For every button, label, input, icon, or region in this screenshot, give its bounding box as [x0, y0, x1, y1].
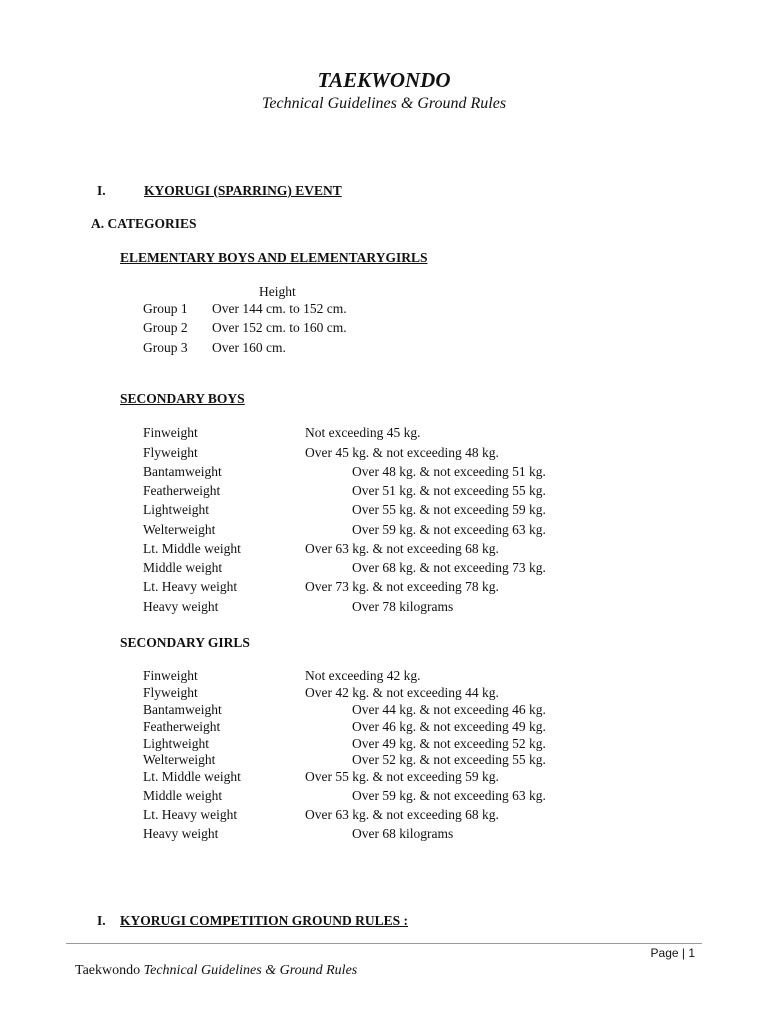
footer-title	[75, 963, 357, 979]
weight-limit: Over 63 kg. & not exceeding 68 kg.	[305, 541, 499, 556]
weight-category: Bantamweight	[143, 464, 222, 479]
weight-category: Lt. Middle weight	[143, 769, 241, 784]
elementary-heading: ELEMENTARY BOYS AND ELEMENTARYGIRLS	[120, 250, 428, 265]
weight-limit: Over 48 kg. & not exceeding 51 kg.	[352, 464, 546, 479]
weight-limit: Not exceeding 42 kg.	[305, 668, 421, 683]
section-1-heading: KYORUGI (SPARRING) EVENT	[144, 183, 342, 198]
weight-category: Flyweight	[143, 445, 198, 460]
weight-limit: Over 78 kilograms	[352, 599, 454, 614]
section-2-numeral: I.	[97, 913, 106, 928]
document-title: TAEKWONDO	[317, 68, 451, 92]
document-subtitle: Technical Guidelines & Ground Rules	[261, 95, 507, 112]
weight-category: Middle weight	[143, 560, 223, 575]
weight-category: Welterweight	[143, 522, 216, 537]
weight-limit: Over 68 kg. & not exceeding 73 kg.	[352, 560, 546, 575]
weight-limit: Over 46 kg. & not exceeding 49 kg.	[352, 719, 546, 734]
weight-limit: Over 51 kg. & not exceeding 55 kg.	[352, 483, 546, 498]
weight-category: Lt. Heavy weight	[143, 579, 238, 594]
group-label: Group 2	[143, 320, 188, 335]
height-column-header: Height	[259, 284, 296, 299]
footer-divider	[66, 943, 702, 944]
weight-limit: Over 55 kg. & not exceeding 59 kg.	[305, 769, 499, 784]
weight-category: Lt. Heavy weight	[143, 807, 238, 822]
section-1-numeral: I.	[97, 183, 106, 198]
weight-category: Finweight	[143, 425, 198, 440]
weight-limit: Over 44 kg. & not exceeding 46 kg.	[352, 702, 546, 717]
weight-category: Bantamweight	[143, 702, 222, 717]
weight-limit: Over 68 kilograms	[352, 826, 454, 841]
weight-category: Heavy weight	[143, 826, 219, 841]
section-2-heading: KYORUGI COMPETITION GROUND RULES :	[120, 913, 409, 928]
group-range: Over 144 cm. to 152 cm.	[212, 301, 347, 316]
weight-category: Welterweight	[143, 752, 216, 767]
weight-category: Flyweight	[143, 685, 198, 700]
group-label: Group 3	[143, 340, 188, 355]
weight-limit: Over 59 kg. & not exceeding 63 kg.	[352, 788, 546, 803]
weight-limit: Not exceeding 45 kg.	[305, 425, 421, 440]
weight-limit: Over 63 kg. & not exceeding 68 kg.	[305, 807, 499, 822]
weight-limit: Over 55 kg. & not exceeding 59 kg.	[352, 502, 546, 517]
group-range: Over 152 cm. to 160 cm.	[212, 320, 347, 335]
weight-category: Featherweight	[143, 483, 221, 498]
weight-limit: Over 52 kg. & not exceeding 55 kg.	[352, 752, 546, 767]
weight-category: Lt. Middle weight	[143, 541, 241, 556]
section-a-heading: A. CATEGORIES	[91, 216, 197, 231]
weight-category: Middle weight	[143, 788, 223, 803]
group-range: Over 160 cm.	[212, 340, 286, 355]
weight-limit: Over 59 kg. & not exceeding 63 kg.	[352, 522, 546, 537]
page-number: Page | 1	[650, 946, 695, 960]
group-label: Group 1	[143, 301, 188, 316]
weight-limit: Over 73 kg. & not exceeding 78 kg.	[305, 579, 499, 594]
footer-title-italic: Technical Guidelines & Ground Rules	[143, 963, 358, 978]
secondary-girls-heading: SECONDARY GIRLS	[120, 635, 250, 650]
secondary-boys-heading: SECONDARY BOYS	[120, 391, 245, 406]
weight-category: Lightweight	[143, 736, 209, 751]
weight-limit: Over 49 kg. & not exceeding 52 kg.	[352, 736, 546, 751]
footer-title-main: Taekwondo	[75, 963, 141, 978]
weight-limit: Over 42 kg. & not exceeding 44 kg.	[305, 685, 499, 700]
weight-category: Featherweight	[143, 719, 221, 734]
weight-category: Lightweight	[143, 502, 209, 517]
weight-category: Heavy weight	[143, 599, 219, 614]
weight-limit: Over 45 kg. & not exceeding 48 kg.	[305, 445, 499, 460]
weight-category: Finweight	[143, 668, 198, 683]
